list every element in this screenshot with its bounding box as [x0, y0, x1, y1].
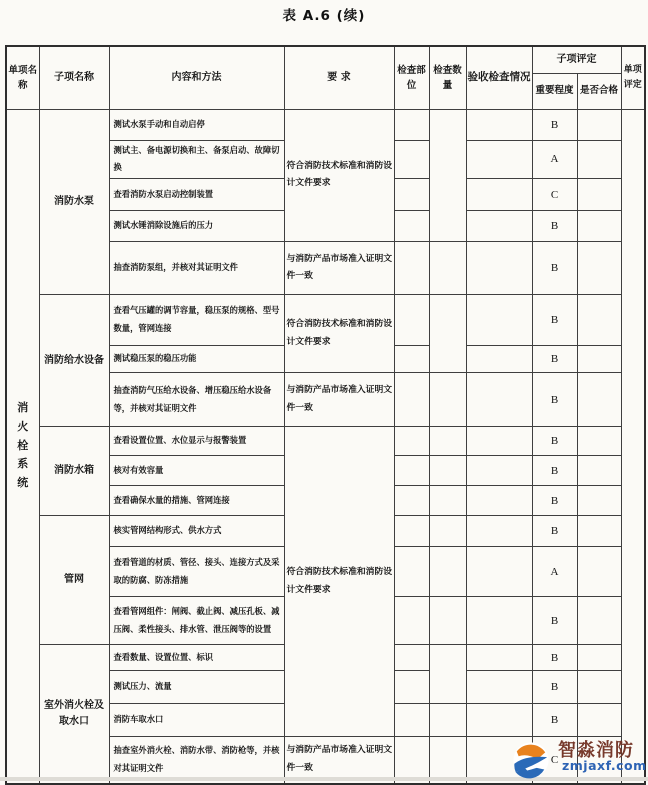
- check-location-cell: [394, 109, 429, 140]
- importance-cell: B: [532, 597, 577, 645]
- header-subitem-name: 子项名称: [39, 46, 109, 109]
- acceptance-cell: [466, 109, 532, 140]
- acceptance-cell: [466, 486, 532, 516]
- qualified-cell: [577, 140, 621, 179]
- header-acceptance-status: 验收检查情况: [466, 46, 532, 109]
- check-location-cell: [394, 704, 429, 737]
- check-quantity-cell: [429, 373, 466, 427]
- content-cell: 测试水泵手动和自动启停: [109, 109, 284, 140]
- importance-cell: B: [532, 211, 577, 242]
- acceptance-cell: [466, 456, 532, 486]
- header-importance: 重要程度: [532, 73, 577, 109]
- content-cell: 测试压力、流量: [109, 671, 284, 704]
- qualified-cell: [577, 373, 621, 427]
- qualified-cell: [577, 456, 621, 486]
- content-cell: 查看消防水泵启动控制装置: [109, 179, 284, 211]
- subitem-pipe-network: 管网: [39, 516, 109, 645]
- check-location-cell: [394, 427, 429, 456]
- system-name-cell: 消火栓系统: [6, 109, 39, 784]
- qualified-cell: [577, 179, 621, 211]
- qualified-cell: [577, 295, 621, 346]
- check-location-cell: [394, 179, 429, 211]
- header-check-location: 检查部位: [394, 46, 429, 109]
- acceptance-cell: [466, 427, 532, 456]
- acceptance-cell: [466, 346, 532, 373]
- acceptance-cell: [466, 597, 532, 645]
- check-location-cell: [394, 516, 429, 547]
- requirement-cell: 符合消防技术标准和消防设计文件要求: [284, 427, 394, 737]
- check-quantity-cell: [429, 704, 466, 737]
- scan-edge-shadow: [0, 777, 648, 781]
- check-quantity-cell: [429, 295, 466, 373]
- header-item-name: 单项名称: [6, 46, 39, 109]
- watermark-brand-text: 智淼消防: [558, 740, 634, 761]
- importance-cell: B: [532, 456, 577, 486]
- importance-cell: A: [532, 547, 577, 597]
- check-quantity-cell: [429, 456, 466, 486]
- qualified-cell: [577, 486, 621, 516]
- acceptance-cell: [466, 179, 532, 211]
- check-location-cell: [394, 645, 429, 671]
- importance-cell: C: [532, 737, 577, 784]
- requirement-cell: 符合消防技术标准和消防设计文件要求: [284, 109, 394, 242]
- check-location-cell: [394, 211, 429, 242]
- qualified-cell: [577, 671, 621, 704]
- importance-cell: B: [532, 645, 577, 671]
- acceptance-cell: [466, 373, 532, 427]
- importance-cell: B: [532, 109, 577, 140]
- importance-cell: B: [532, 704, 577, 737]
- requirement-cell: 符合消防技术标准和消防设计文件要求: [284, 295, 394, 373]
- check-quantity-cell: [429, 516, 466, 547]
- subitem-water-supply-equipment: 消防给水设备: [39, 295, 109, 427]
- header-requirement: 要 求: [284, 46, 394, 109]
- watermark-site-text: zmjaxf.com: [562, 758, 647, 773]
- subitem-outdoor-hydrant: 室外消火栓及取水口: [39, 645, 109, 784]
- inspection-table: [5, 45, 646, 785]
- importance-cell: B: [532, 242, 577, 295]
- check-quantity-cell: [429, 547, 466, 597]
- importance-cell: B: [532, 373, 577, 427]
- content-cell: 核对有效容量: [109, 456, 284, 486]
- header-check-quantity: 检查数量: [429, 46, 466, 109]
- content-cell: 抽查室外消火栓、消防水带、消防枪等，并核对其证明文件: [109, 737, 284, 784]
- qualified-cell: [577, 645, 621, 671]
- importance-cell: C: [532, 179, 577, 211]
- check-quantity-cell: [429, 427, 466, 456]
- acceptance-cell: [466, 140, 532, 179]
- importance-cell: B: [532, 671, 577, 704]
- qualified-cell: [577, 597, 621, 645]
- qualified-cell: [577, 516, 621, 547]
- acceptance-cell: [466, 211, 532, 242]
- check-location-cell: [394, 671, 429, 704]
- importance-cell: B: [532, 427, 577, 456]
- requirement-cell: 与消防产品市场准入证明文件一致: [284, 737, 394, 784]
- acceptance-cell: [466, 295, 532, 346]
- check-location-cell: [394, 373, 429, 427]
- item-eval-cell: [621, 109, 645, 784]
- acceptance-cell: [466, 547, 532, 597]
- header-qualified: 是否合格: [577, 73, 621, 109]
- header-subitem-eval: 子项评定: [532, 46, 621, 73]
- check-location-cell: [394, 597, 429, 645]
- acceptance-cell: [466, 671, 532, 704]
- subitem-fire-pump: 消防水泵: [39, 109, 109, 295]
- qualified-cell: [577, 346, 621, 373]
- content-cell: 查看设置位置、水位显示与报警装置: [109, 427, 284, 456]
- check-quantity-cell: [429, 109, 466, 242]
- check-location-cell: [394, 346, 429, 373]
- page-title: 表 A.6 (续): [282, 8, 366, 24]
- check-location-cell: [394, 547, 429, 597]
- acceptance-cell: [466, 242, 532, 295]
- qualified-cell: [577, 109, 621, 140]
- check-quantity-cell: [429, 597, 466, 645]
- acceptance-cell: [466, 645, 532, 671]
- importance-cell: B: [532, 346, 577, 373]
- qualified-cell: [577, 211, 621, 242]
- acceptance-cell: [466, 704, 532, 737]
- content-cell: 消防车取水口: [109, 704, 284, 737]
- qualified-cell: [577, 547, 621, 597]
- check-location-cell: [394, 242, 429, 295]
- check-location-cell: [394, 456, 429, 486]
- importance-cell: B: [532, 295, 577, 346]
- importance-cell: B: [532, 516, 577, 547]
- requirement-cell: 与消防产品市场准入证明文件一致: [284, 373, 394, 427]
- content-cell: 测试主、备电源切换和主、备泵启动、故障切换: [109, 140, 284, 179]
- content-cell: 抽查消防气压给水设备、增压稳压给水设备等，并核对其证明文件: [109, 373, 284, 427]
- content-cell: 测试稳压泵的稳压功能: [109, 346, 284, 373]
- check-quantity-cell: [429, 242, 466, 295]
- content-cell: 查看管网组件：闸阀、截止阀、减压孔板、减压阀、柔性接头、排水管、泄压阀等的设置: [109, 597, 284, 645]
- check-location-cell: [394, 486, 429, 516]
- subitem-fire-water-tank: 消防水箱: [39, 427, 109, 516]
- content-cell: 核实管网结构形式、供水方式: [109, 516, 284, 547]
- check-location-cell: [394, 140, 429, 179]
- requirement-cell: 与消防产品市场准入证明文件一致: [284, 242, 394, 295]
- content-cell: 抽查消防泵组，并核对其证明文件: [109, 242, 284, 295]
- importance-cell: A: [532, 140, 577, 179]
- check-location-cell: [394, 295, 429, 346]
- header-item-eval: 单项评定: [621, 46, 645, 109]
- header-content-method: 内容和方法: [109, 46, 284, 109]
- acceptance-cell: [466, 516, 532, 547]
- content-cell: 测试水锤消除设施后的压力: [109, 211, 284, 242]
- check-quantity-cell: [429, 486, 466, 516]
- content-cell: 查看气压罐的调节容量，稳压泵的规格、型号数量，管网连接: [109, 295, 284, 346]
- qualified-cell: [577, 242, 621, 295]
- check-quantity-cell: [429, 645, 466, 704]
- content-cell: 查看确保水量的措施、管网连接: [109, 486, 284, 516]
- content-cell: 查看管道的材质、管径、接头、连接方式及采取的防腐、防冻措施: [109, 547, 284, 597]
- content-cell: 查看数量、设置位置、标识: [109, 645, 284, 671]
- qualified-cell: [577, 427, 621, 456]
- importance-cell: B: [532, 486, 577, 516]
- qualified-cell: [577, 704, 621, 737]
